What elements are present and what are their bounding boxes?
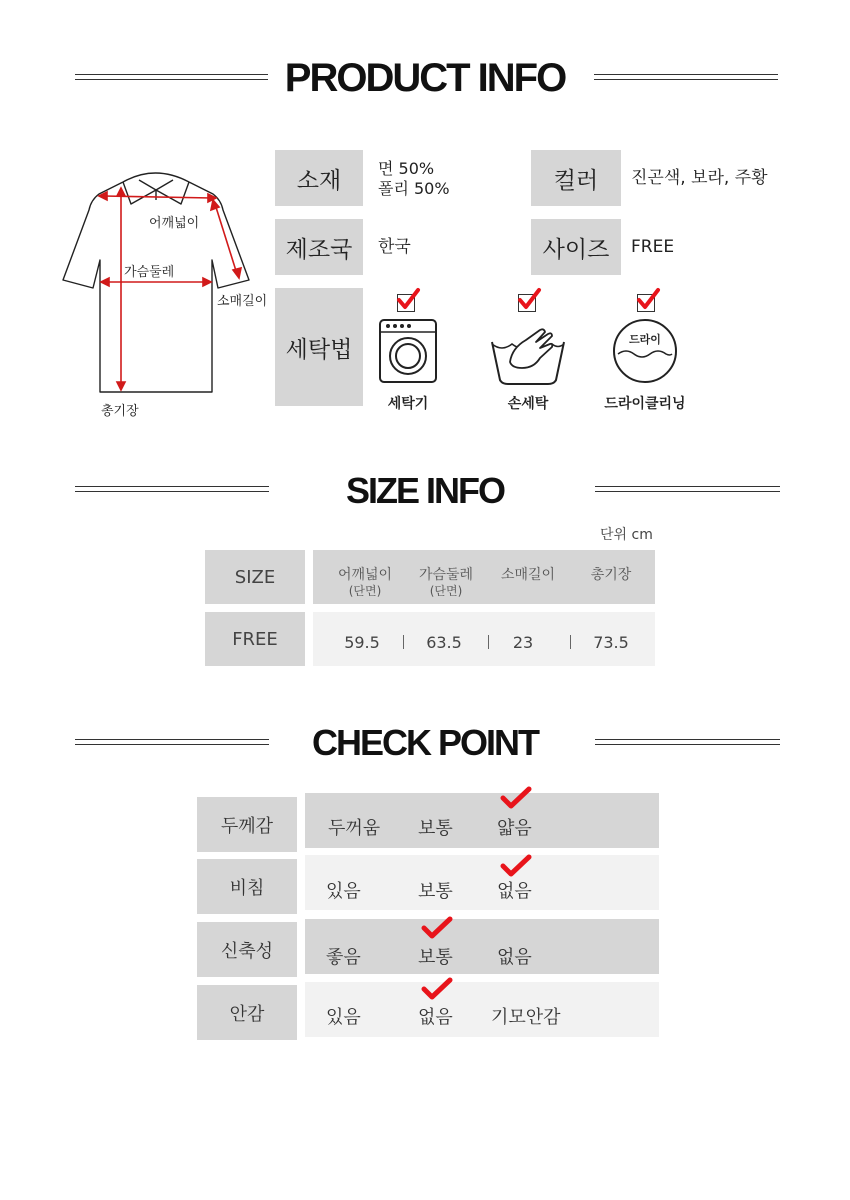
garment-diagram (55, 160, 275, 420)
size-col-chest (411, 566, 481, 598)
lining-opt-2: 없음 (418, 1007, 453, 1028)
check-label-thickness: 두께감 (197, 797, 297, 852)
elasticity-opt-2: 보통 (418, 947, 453, 968)
garment-length-label: 총기장 (101, 404, 139, 419)
care-check-washer (397, 294, 415, 312)
garment-shoulder-label: 어깨넓이 (149, 216, 200, 231)
garment-chest-label: 가슴둘레 (124, 265, 175, 280)
size-val-length: 73.5 (593, 633, 629, 652)
transparency-opt-1: 있음 (326, 881, 361, 902)
size-col-chest-sub: (단면) (429, 584, 463, 598)
size-val-sleeve: 23 (512, 633, 534, 652)
material-label: 소재 (275, 150, 363, 206)
thickness-selected-check-icon (500, 786, 532, 814)
material-value-1: 면 50% (378, 159, 435, 178)
size-sep-1 (403, 635, 404, 649)
size-col-shoulder (330, 566, 400, 598)
transparency-opt-3: 없음 (497, 881, 532, 902)
size-col-shoulder-name: 어깨넓이 (337, 567, 393, 583)
hand-wash-icon (488, 322, 568, 392)
size-row-label: FREE (205, 612, 305, 666)
title-rule-right (594, 74, 778, 80)
care-check-dryclean (637, 294, 655, 312)
wash-label: 세탁법 (275, 288, 363, 406)
transparency-opt-2: 보통 (418, 881, 453, 902)
thickness-opt-1: 두꺼움 (328, 818, 381, 839)
size-value: FREE (631, 237, 675, 257)
material-value-2: 폴리 50% (378, 179, 450, 198)
size-header-label: SIZE (205, 550, 305, 604)
size-val-chest: 63.5 (426, 633, 462, 652)
dry-clean-icon-text: 드라이 (629, 333, 661, 346)
thickness-opt-3: 얇음 (497, 818, 532, 839)
size-sep-2 (488, 635, 489, 649)
size-col-sleeve (493, 566, 563, 584)
product-info-title: PRODUCT INFO (284, 56, 566, 100)
thickness-opt-2: 보통 (418, 818, 453, 839)
size-unit: 단위 cm (600, 527, 653, 543)
elasticity-selected-check-icon (421, 916, 453, 944)
care-label-dryclean: 드라이클리닝 (604, 396, 686, 412)
check-rule-right (595, 739, 780, 745)
size-val-shoulder: 59.5 (344, 633, 380, 652)
care-label-handwash: 손세탁 (507, 396, 549, 412)
origin-label: 제조국 (275, 219, 363, 275)
washing-machine-icon (378, 318, 438, 388)
size-col-sleeve-name: 소매길이 (500, 567, 556, 583)
elasticity-opt-1: 좋음 (326, 947, 361, 968)
size-label: 사이즈 (531, 219, 621, 275)
size-col-shoulder-sub: (단면) (348, 584, 382, 598)
lining-selected-check-icon (421, 977, 453, 1005)
color-value: 진곤색, 보라, 주황 (631, 168, 768, 188)
care-check-handwash (518, 294, 536, 312)
garment-sleeve-label: 소매길이 (217, 294, 268, 309)
size-col-length (576, 566, 646, 584)
check-point-title: CHECK POINT (311, 722, 538, 763)
check-label-lining: 안감 (197, 985, 297, 1040)
check-label-elasticity: 신축성 (197, 922, 297, 977)
size-rule-right (595, 486, 780, 492)
lining-opt-1: 있음 (326, 1007, 361, 1028)
lining-opt-3: 기모안감 (491, 1007, 561, 1028)
dry-clean-icon (612, 318, 678, 384)
elasticity-opt-3: 없음 (497, 947, 532, 968)
check-label-transparency: 비침 (197, 859, 297, 914)
origin-value: 한국 (378, 237, 411, 257)
size-info-title: SIZE INFO (345, 470, 504, 511)
size-col-chest-name: 가슴둘레 (418, 567, 474, 583)
size-sep-3 (570, 635, 571, 649)
color-label: 컬러 (531, 150, 621, 206)
care-label-washer: 세탁기 (387, 396, 429, 412)
size-col-length-name: 총기장 (590, 567, 632, 583)
transparency-selected-check-icon (500, 854, 532, 882)
